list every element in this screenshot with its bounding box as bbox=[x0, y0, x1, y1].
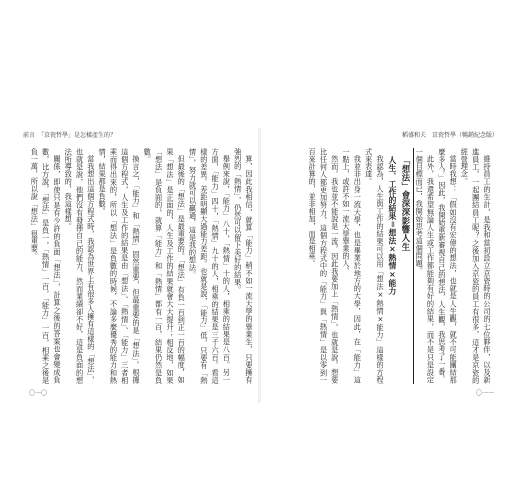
paragraph: 然而，我也並不能說是一流，因此我要加上「熱情」，也就是說，想要比任何人都更加努力，這個方程式中的「能力」與「熱情」是以零到一百來計算的，並非相加，而是相乘。 bbox=[308, 148, 340, 384]
right-body-text bbox=[269, 148, 493, 384]
paragraph: 我並非出身一流大學，也是畢業於地方的大學，因此，在「能力」這一點上，或許不如一流大學畢業的人。 bbox=[342, 148, 363, 384]
paragraph: 維持員工的生計，是我和當初設立京瓷時的公司的七位夥伴，以及新進員工，一起團結員工呢？之後加入京瓷的員工有很多，這才是京瓷的經營理念。 bbox=[460, 148, 492, 384]
paragraph: 換言之，「能力」和「熱情」固然重要，但最重要的是「想法」。根據這個方程式，人生及工作的結果是由「想法」、「熱情」、「能力」三者相乘而得出來的，所以「想法」是負數的時候，不論多麼優秀的能力和熱情，結果都是負數。 bbox=[98, 148, 142, 384]
paragraph: 但最後的「想法」是最重要的。「想法」有負一百到正一百的幅度，如果「想法」是正面的，人生及工作的結果就會大大提升；相反地，如果「想法」是負面的，就算「能力」和「熱情」都有一百，結果仍然是負數。 bbox=[143, 148, 187, 384]
section-heading: 「想法」會深深影響人生 bbox=[399, 148, 414, 384]
paragraph: 此外，我還希望無論人生或工作都能夠有好的結果，而不是只是設定一個目標而已，我開始思考這個問題。 bbox=[415, 148, 436, 384]
left-running-head: 前言 「京瓷哲學」是怎樣產生的？ bbox=[23, 132, 117, 139]
left-page-number: 〇一〇 bbox=[29, 390, 48, 397]
right-page-number: 〇一一 bbox=[475, 390, 494, 397]
section-subheading: 人生、工作的結果＝想法×熱情×能力 bbox=[387, 155, 397, 296]
right-running-head: 稻盛和夫 京瓷哲學（暢銷紀念版） bbox=[401, 132, 498, 139]
paragraph: 我認為，人生與工作的結果可以用「想法×熱情×能力」這樣的方程式來表達。 bbox=[364, 148, 385, 384]
left-body-text bbox=[31, 148, 255, 384]
paragraph: 當我想出這個方程式時，我認為世界上有很多人擁有這樣的「想法」，也就是說，他們沒有發揮自己的能力，然而業績卻不好，這是負面的想法所導致的，我這樣想。 bbox=[64, 148, 96, 384]
left-page bbox=[23, 130, 260, 400]
paragraph: 算，因此我相信，就算「能力」稍不如一流大學的畢業生，只要擁有強烈的「熱情」，仍然可以留下美好的結果。 bbox=[233, 148, 254, 384]
paragraph: 關係，即使只是有少許的負面「想法」，計算之後的答案也會變成負數，比方說，「想法」是負一，「熱情」一百，「能力」一百，相乘之後是負一萬，所以說「想法」很重要。 bbox=[30, 148, 62, 384]
paragraph: 舉例來說，「能力」八十，「熱情」十的人，相乘的結果是八百。另一方面，「能力」四十，「熱情」九十的人，相乘的結果是三千六百。看這樣的差異。差距明顯大過能力差距。也就是說，「能力」低，只要有「熱情」，努力就可以贏過，這是我的想法。 bbox=[188, 148, 232, 384]
right-page bbox=[261, 130, 498, 400]
paragraph: 當時我想：「假如沒有宏偉的想法，也就是人生觀，就不可能團結那麼多人。」因此，我開始重新審視自己的想法，人生觀，我思考了一番。 bbox=[437, 148, 459, 384]
